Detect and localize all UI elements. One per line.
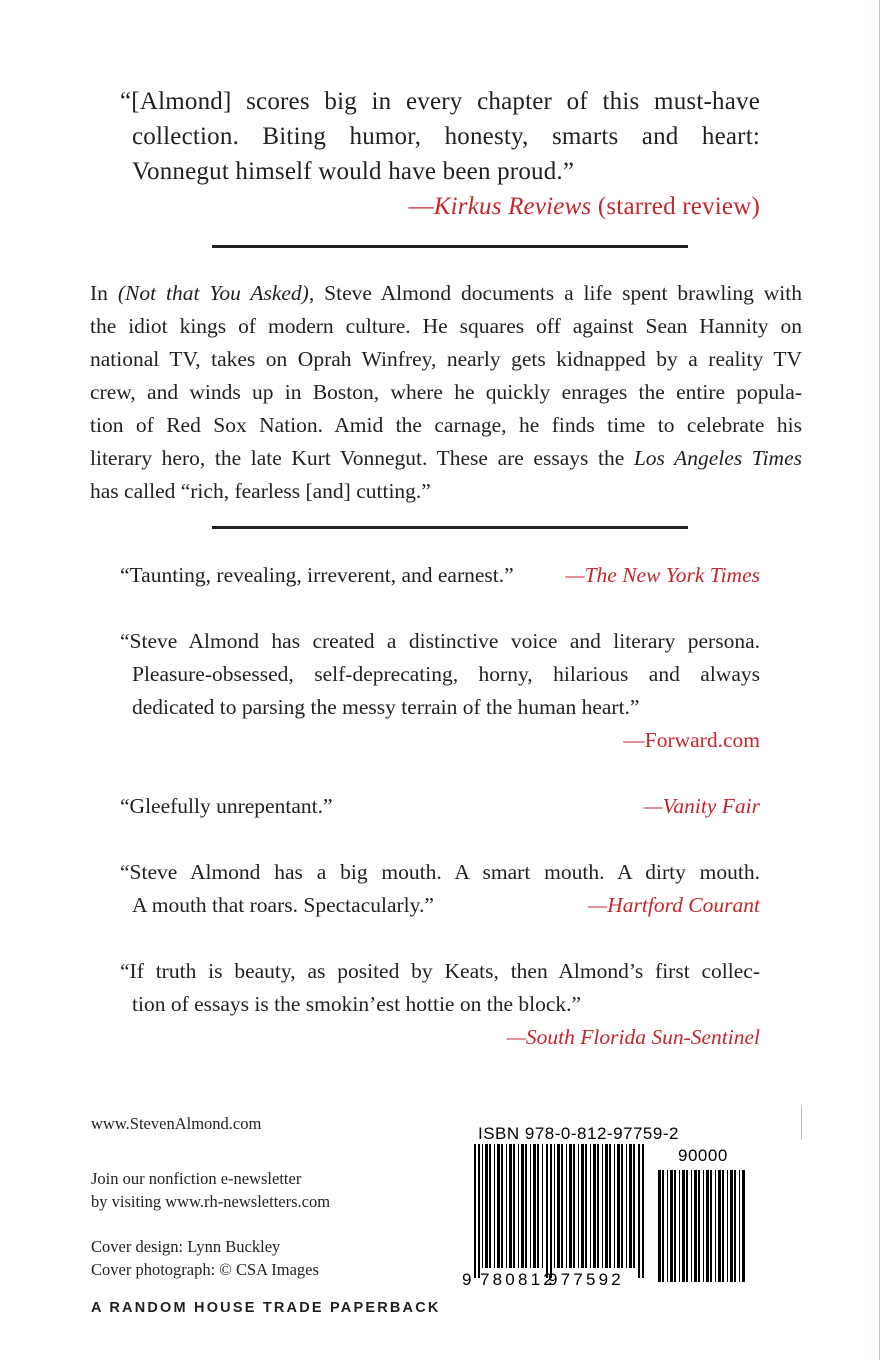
barcode-guard-bar <box>638 1144 640 1278</box>
book-title: (Not that You Asked) <box>117 281 309 305</box>
publication-name: Los Angeles Times <box>633 446 802 470</box>
barcode-addon-bar <box>694 1170 697 1282</box>
barcode-bar <box>578 1144 579 1268</box>
quote-line-2: tion of essays is the smokin’est hottie on the block.” <box>132 992 582 1016</box>
barcode-addon-bar <box>715 1170 716 1282</box>
barcode-addon-bar <box>727 1170 728 1282</box>
newsletter-line-1: Join our nonfiction e-newsletter <box>91 1169 302 1188</box>
barcode-addon-bar <box>686 1170 688 1282</box>
quote-text: “Gleefully unrepentant.” <box>120 794 333 818</box>
barcode-bar <box>525 1144 527 1268</box>
review-quote-4 <box>120 856 760 922</box>
barcode-addon-bar <box>658 1170 661 1282</box>
quote-line-1: “Steve Almond has created a distinctive voice and literary persona. <box>120 629 760 653</box>
desc-text: literary hero, the late Kurt Vonnegut. These are essays the <box>90 446 634 470</box>
review-quote-2 <box>120 625 760 757</box>
page-edge-line <box>879 0 880 1360</box>
barcode-bar <box>614 1144 615 1268</box>
attribution-source: Kirkus Reviews <box>433 193 592 220</box>
cover-credits <box>91 1235 319 1281</box>
review-quote-5 <box>120 955 760 1054</box>
review-quote-3 <box>120 790 760 823</box>
barcode-addon-bar <box>662 1170 664 1282</box>
quote-attribution: —The New York Times <box>565 563 760 587</box>
barcode-bar <box>602 1144 603 1268</box>
barcode-addon-bar <box>718 1170 721 1282</box>
barcode-bar <box>497 1144 500 1268</box>
barcode-bar <box>537 1144 539 1268</box>
barcode-bar <box>626 1144 627 1268</box>
attribution-dash: — <box>408 193 434 220</box>
publisher-line: A RANDOM HOUSE TRADE PAPERBACK <box>91 1300 441 1316</box>
barcode-bar <box>554 1144 555 1268</box>
quote-line-2: Pleasure-obsessed, self-deprecating, horny, hilarious and always <box>132 662 760 686</box>
quote-attribution: —Forward.com <box>623 728 760 752</box>
book-description <box>90 277 802 508</box>
description-line-6 <box>90 442 802 475</box>
barcode-addon-bar <box>682 1170 685 1282</box>
quote-line-1: “Steve Almond has a big mouth. A smart mouth. A dirty mouth. <box>120 860 760 884</box>
barcode-bar <box>485 1144 488 1268</box>
barcode-addon-bar <box>667 1170 668 1282</box>
barcode-guard-bar <box>478 1144 480 1278</box>
barcode-bar <box>569 1144 572 1268</box>
quote-line-3: dedicated to parsing the messy terrain of the human heart.” <box>132 695 640 719</box>
description-line-3: national TV, takes on Oprah Winfrey, nearly gets kidnapped by a reality TV <box>90 347 802 371</box>
barcode-bar <box>530 1144 531 1268</box>
trim-mark <box>801 1106 802 1140</box>
description-line-2: the idiot kings of modern culture. He squares off against Sean Hannity on <box>90 314 802 338</box>
cover-design-credit: Cover design: Lynn Buckley <box>91 1237 281 1256</box>
website-link[interactable]: www.StevenAlmond.com <box>91 1114 262 1133</box>
quote-line-1: “If truth is beauty, as posited by Keats, then Almond’s first collec- <box>120 959 760 983</box>
barcode-addon-bar <box>706 1170 709 1282</box>
quote-attribution: —Vanity Fair <box>643 794 760 818</box>
barcode-bar <box>597 1144 599 1268</box>
barcode-first-digit: 9 <box>462 1270 472 1289</box>
barcode-addon-bar <box>691 1170 692 1282</box>
barcode-guard-bar <box>474 1144 476 1278</box>
quote-attribution: —Hartford Courant <box>588 893 760 917</box>
isbn-label: ISBN 978-0-812-97759-2 <box>478 1124 679 1143</box>
quote-row <box>120 889 760 922</box>
quote-row <box>120 559 760 592</box>
price-code: 90000 <box>678 1146 728 1165</box>
barcode-bar <box>581 1144 584 1268</box>
barcode-bar <box>501 1144 503 1268</box>
newsletter-line-2[interactable]: by visiting www.rh-newsletters.com <box>91 1192 331 1211</box>
quote-row <box>120 790 760 823</box>
barcode-addon-bar <box>670 1170 673 1282</box>
barcode-addon-bar <box>703 1170 704 1282</box>
barcode-guard-bar <box>546 1144 548 1278</box>
barcode-bar <box>621 1144 623 1268</box>
barcode-bar <box>561 1144 563 1268</box>
barcode-addon-bar <box>710 1170 712 1282</box>
barcode-bar <box>533 1144 536 1268</box>
barcode-addon-bar <box>730 1170 733 1282</box>
barcode-addon-bar <box>742 1170 745 1282</box>
review-quote-1 <box>120 559 760 592</box>
barcode-bar <box>513 1144 515 1268</box>
barcode-bar <box>518 1144 519 1268</box>
top-quote-attribution <box>120 189 760 224</box>
barcode-bar <box>629 1144 632 1268</box>
quote-line-2: A mouth that roars. Spectacularly.” <box>132 893 434 917</box>
barcode-bar <box>609 1144 611 1268</box>
top-quote-line-1: “[Almond] scores big in every chapter of this must-have <box>120 88 760 115</box>
barcode-bar <box>593 1144 596 1268</box>
quote-attribution: —South Florida Sun-Sentinel <box>506 1025 760 1049</box>
desc-text: In <box>90 281 118 305</box>
barcode-bar <box>585 1144 587 1268</box>
barcode-bar <box>494 1144 495 1268</box>
barcode-bar <box>521 1144 524 1268</box>
barcode-bar <box>605 1144 608 1268</box>
barcode-bar <box>633 1144 635 1268</box>
attribution-suffix: (starred review) <box>591 193 760 220</box>
barcode-addon-bar <box>679 1170 680 1282</box>
barcode-bar <box>509 1144 512 1268</box>
divider-rule-top <box>212 245 688 248</box>
barcode-bar <box>482 1144 483 1268</box>
description-line-4: crew, and winds up in Boston, where he quickly enrages the entire popula- <box>90 380 802 404</box>
barcode-addon-bar <box>674 1170 676 1282</box>
barcode-bar <box>557 1144 560 1268</box>
barcode-bar <box>542 1144 543 1268</box>
barcode-bar <box>506 1144 507 1268</box>
divider-rule-bottom <box>212 526 688 529</box>
barcode-bar <box>566 1144 567 1268</box>
barcode-bar <box>590 1144 591 1268</box>
barcode-bar <box>573 1144 575 1268</box>
top-quote-line-2: collection. Biting humor, honesty, smarts and heart: <box>132 123 760 150</box>
barcode-bar <box>617 1144 620 1268</box>
barcode-addon-bar <box>722 1170 724 1282</box>
barcode-right-digits: 977592 <box>548 1270 624 1289</box>
barcode-guard-bar <box>550 1144 552 1278</box>
top-quote-line-3: Vonnegut himself would have been proud.” <box>132 158 575 185</box>
barcode-bar <box>489 1144 491 1268</box>
newsletter-info <box>91 1167 330 1213</box>
cover-photo-credit: Cover photograph: © CSA Images <box>91 1260 319 1279</box>
top-review-quote <box>120 84 760 224</box>
quote-text: “Taunting, revealing, irreverent, and earnest.” <box>120 563 514 587</box>
desc-text: , Steve Almond documents a life spent brawling with <box>308 281 802 305</box>
description-line-1 <box>90 277 802 310</box>
isbn-barcode <box>460 1120 760 1300</box>
barcode-addon-bar <box>698 1170 700 1282</box>
barcode-left-digits: 780812 <box>480 1270 556 1289</box>
barcode-addon-bar <box>739 1170 740 1282</box>
description-line-7: has called “rich, fearless [and] cutting.” <box>90 479 431 503</box>
barcode-addon-bar <box>734 1170 736 1282</box>
description-line-5: tion of Red Sox Nation. Amid the carnage, he finds time to celebrate his <box>90 413 802 437</box>
barcode-guard-bar <box>642 1144 644 1278</box>
